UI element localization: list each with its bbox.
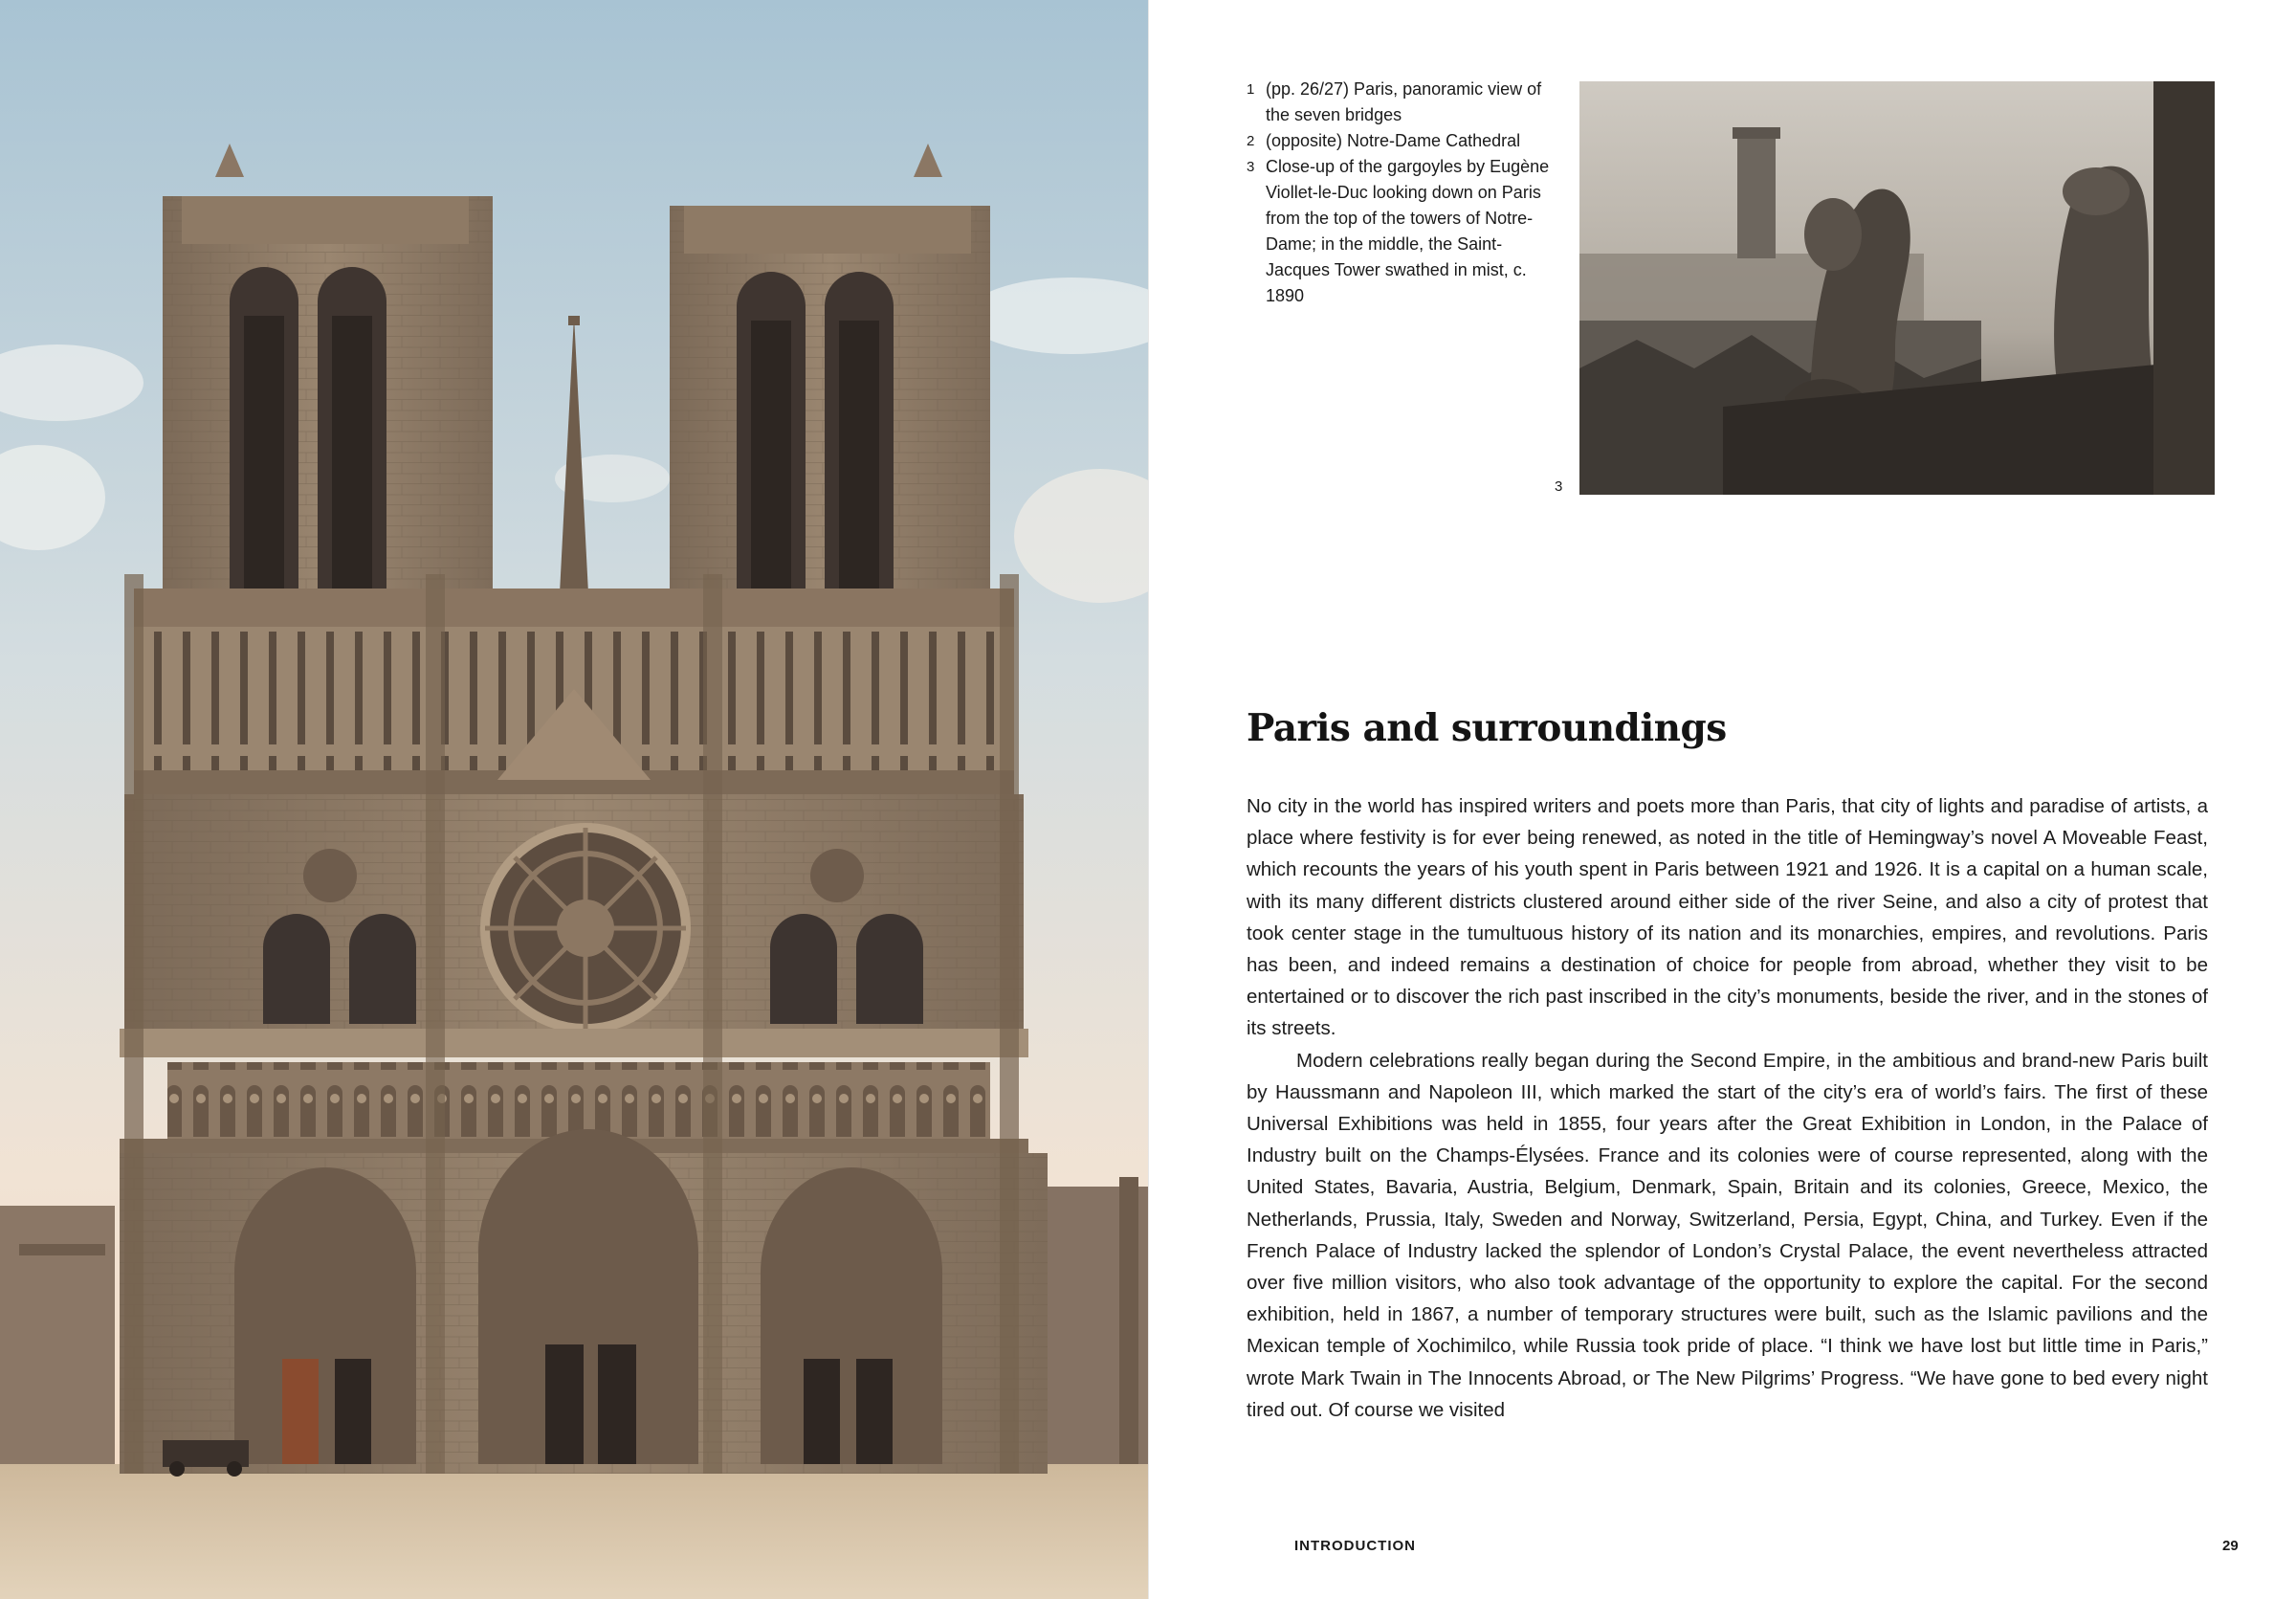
- caption-list: [1247, 77, 1562, 309]
- caption-item: [1247, 128, 1562, 154]
- caption-number: 3: [1247, 159, 1255, 175]
- caption-number: 1: [1247, 81, 1255, 98]
- caption-text: (opposite) Notre-Dame Cathedral: [1266, 131, 1521, 150]
- caption-item: [1247, 154, 1562, 309]
- caption-item: [1247, 77, 1562, 128]
- gargoyle-photo: [1579, 81, 2215, 495]
- body-paragraph: No city in the world has inspired writers and poets more than Paris, that city of lights and paradise of artists, a place where festivity is for ever being renewed, as noted in the title of Hemingway’s novel A Moveable Feast, which recounts the years of his youth spent in Paris between 1921 and 1926. It is a capital on a human scale, with its many different districts clustered around either side of the river Seine, and also a city of protest that took center stage in the tumultuous history of its nation and its monarchies, empires, and revolutions. Paris has been, and indeed remains a destination of choice for people from abroad, whether they visit to be entertained or to discover the rich past inscribed in the city’s monuments, beside the river, and in the stones of its streets.: [1247, 795, 2208, 1040]
- body-text: [1247, 790, 2208, 1426]
- caption-text: Close-up of the gargoyles by Eugène Viollet-le-Duc looking down on Paris from the top of the towers of Notre-Dame; in the middle, the Saint-Jacques Tower swathed in mist, c. 1890: [1266, 157, 1550, 305]
- body-paragraph: Modern celebrations really began during the Second Empire, in the ambitious and brand-new Paris built by Haussmann and Napoleon III, which marked the start of the city’s era of world’s fairs. The first of these Universal Exhibitions was held in 1855, four years after the Great Exhibition in London, in the Palace of Industry built on the Champs-Élysées. France and its colonies were of course represented, along with the United States, Bavaria, Austria, Belgium, Denmark, Spain, Britain and its colonies, Greece, Mexico, the Netherlands, Prussia, Italy, Sweden and Norway, Switzerland, Persia, Egypt, China, and Turkey. Even if the French Palace of Industry lacked the splendor of London’s Crystal Palace, the event nevertheless attracted over five million visitors, who also took advantage of the opportunity to explore the capital. For the second exhibition, held in 1867, a number of temporary structures were built, such as the Islamic pavilions and the Mexican temple of Xochimilco, while Russia took pride of place. “I think we have lost but little time in Paris,” wrote Mark Twain in The Innocents Abroad, or The New Pilgrims’ Progress. “We have gone to bed every night tired out. Of course we visited: [1247, 1049, 2208, 1421]
- gargoyle-illustration: [1579, 81, 2215, 495]
- section-title: Paris and surroundings: [1247, 706, 1727, 750]
- caption-number: 2: [1247, 133, 1255, 149]
- text-page: [1148, 0, 2296, 1599]
- running-head: INTRODUCTION: [1294, 1538, 1416, 1554]
- caption-text: (pp. 26/27) Paris, panoramic view of the seven bridges: [1266, 79, 1542, 124]
- plate-number: 3: [1555, 478, 1563, 495]
- page-number: 29: [2222, 1538, 2239, 1554]
